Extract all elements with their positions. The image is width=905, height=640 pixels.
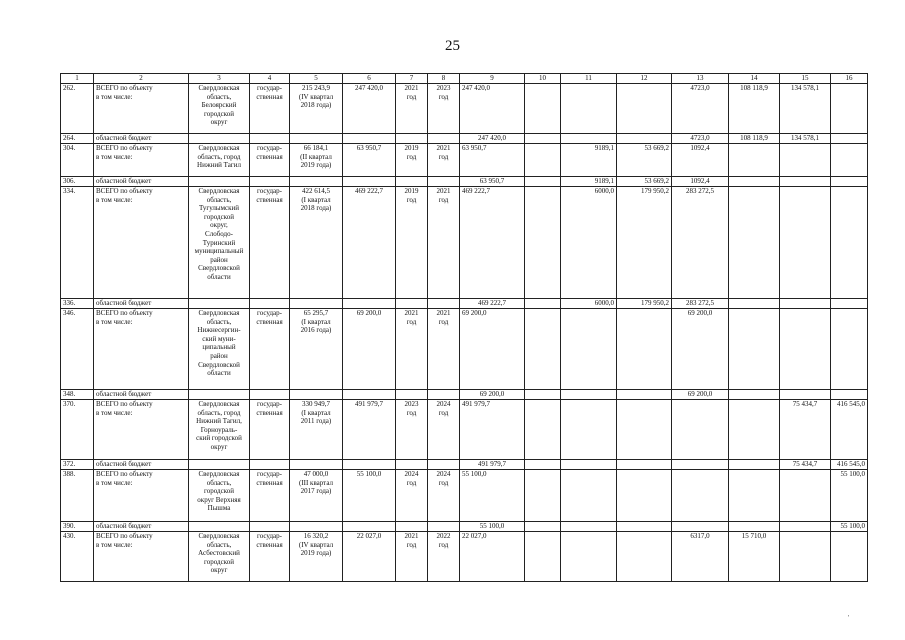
- table-cell: 1092,4: [672, 177, 729, 187]
- table-cell: областной бюджет: [94, 522, 189, 532]
- table-cell: [290, 299, 343, 309]
- column-number-cell: 13: [672, 74, 729, 84]
- table-cell: [831, 309, 868, 390]
- table-cell: [617, 522, 672, 532]
- table-cell: [290, 522, 343, 532]
- table-cell: 283 272,5: [672, 299, 729, 309]
- table-cell: 304.: [61, 144, 94, 177]
- table-cell: [561, 470, 617, 522]
- table-cell: [561, 84, 617, 134]
- table-cell: [729, 299, 780, 309]
- table-cell: [189, 522, 250, 532]
- table-cell: [780, 177, 831, 187]
- table-cell: 55 100,0: [460, 522, 525, 532]
- table-cell: 422 614,5 (I квартал 2018 года): [290, 187, 343, 299]
- table-cell: [525, 390, 561, 400]
- table-cell: [729, 470, 780, 522]
- table-cell: 390.: [61, 522, 94, 532]
- table-cell: 55 100,0: [831, 522, 868, 532]
- table-cell: [561, 134, 617, 144]
- object-total-row: [61, 187, 868, 299]
- table-cell: 69 200,0: [343, 309, 396, 390]
- table-cell: 469 222,7: [460, 187, 525, 299]
- table-cell: государ- ственная: [250, 309, 290, 390]
- table-cell: [189, 299, 250, 309]
- table-cell: [396, 134, 428, 144]
- table-cell: 63 950,7: [460, 144, 525, 177]
- table-cell: [780, 532, 831, 582]
- table-cell: [290, 177, 343, 187]
- table-cell: [525, 177, 561, 187]
- table-cell: [250, 134, 290, 144]
- table-cell: 75 434,7: [780, 460, 831, 470]
- table-cell: 247 420,0: [460, 84, 525, 134]
- table-cell: [343, 299, 396, 309]
- table-cell: 2024 год: [428, 400, 460, 460]
- object-total-row: [61, 309, 868, 390]
- table-cell: [290, 460, 343, 470]
- table-cell: [729, 390, 780, 400]
- table-cell: [343, 390, 396, 400]
- table-cell: 370.: [61, 400, 94, 460]
- table-cell: 15 710,0: [729, 532, 780, 582]
- table-cell: [780, 187, 831, 299]
- table-cell: 55 100,0: [831, 470, 868, 522]
- table-cell: [617, 309, 672, 390]
- table-cell: [189, 134, 250, 144]
- table-cell: государ- ственная: [250, 400, 290, 460]
- table-cell: [672, 522, 729, 532]
- table-cell: 2024 год: [396, 470, 428, 522]
- table-cell: [525, 470, 561, 522]
- table-cell: Свердловская область, Тугулымский городской округ, Слободо- Туринский муниципальный район Свердловской области: [189, 187, 250, 299]
- table-cell: [250, 177, 290, 187]
- table-cell: 336.: [61, 299, 94, 309]
- table-cell: государ- ственная: [250, 144, 290, 177]
- table-cell: ВСЕГО по объекту в том числе:: [94, 470, 189, 522]
- table-cell: [561, 522, 617, 532]
- table-cell: [672, 400, 729, 460]
- table-cell: 2023 год: [428, 84, 460, 134]
- table-cell: [831, 390, 868, 400]
- table-cell: [617, 390, 672, 400]
- table-cell: 388.: [61, 470, 94, 522]
- column-number-cell: 10: [525, 74, 561, 84]
- table-cell: [525, 299, 561, 309]
- table-cell: [561, 460, 617, 470]
- column-number-cell: 14: [729, 74, 780, 84]
- table-cell: 1092,4: [672, 144, 729, 177]
- table-cell: [617, 400, 672, 460]
- table-cell: [343, 522, 396, 532]
- table-cell: [250, 460, 290, 470]
- table-cell: 416 545,0: [831, 460, 868, 470]
- table-cell: [729, 144, 780, 177]
- table-cell: Свердловская область, город Нижний Тагил, Горноураль- ский городской округ: [189, 400, 250, 460]
- table-cell: [525, 134, 561, 144]
- table-cell: областной бюджет: [94, 390, 189, 400]
- table-cell: [250, 299, 290, 309]
- table-cell: [525, 400, 561, 460]
- table-cell: [561, 532, 617, 582]
- table-cell: государ- ственная: [250, 84, 290, 134]
- table-cell: областной бюджет: [94, 134, 189, 144]
- table-cell: [428, 390, 460, 400]
- table-cell: [428, 177, 460, 187]
- regional-budget-row: [61, 522, 868, 532]
- table-cell: государ- ственная: [250, 187, 290, 299]
- table-cell: 4723,0: [672, 84, 729, 134]
- table-cell: [525, 309, 561, 390]
- table-cell: Свердловская область, Асбестовский городской округ: [189, 532, 250, 582]
- object-total-row: [61, 84, 868, 134]
- table-cell: 179 950,2: [617, 187, 672, 299]
- table-cell: 9189,1: [561, 144, 617, 177]
- investment-table: [60, 73, 868, 582]
- table-cell: 2019 год: [396, 144, 428, 177]
- table-cell: [617, 460, 672, 470]
- page-number: 25: [445, 38, 460, 54]
- table-cell: [780, 470, 831, 522]
- table-cell: [343, 177, 396, 187]
- table-cell: [617, 470, 672, 522]
- object-total-row: [61, 144, 868, 177]
- table-cell: 262.: [61, 84, 94, 134]
- table-cell: [617, 532, 672, 582]
- table-cell: государ- ственная: [250, 532, 290, 582]
- regional-budget-row: [61, 299, 868, 309]
- table-cell: [729, 177, 780, 187]
- table-cell: 491 979,7: [460, 400, 525, 460]
- table-cell: областной бюджет: [94, 460, 189, 470]
- table-cell: [189, 177, 250, 187]
- table-cell: [343, 134, 396, 144]
- stray-mark: ': [848, 614, 850, 622]
- table-cell: [831, 134, 868, 144]
- table-cell: 430.: [61, 532, 94, 582]
- regional-budget-row: [61, 177, 868, 187]
- table-cell: [290, 390, 343, 400]
- table-cell: 348.: [61, 390, 94, 400]
- table-cell: [831, 532, 868, 582]
- object-total-row: [61, 470, 868, 522]
- table-cell: 65 295,7 (I квартал 2016 года): [290, 309, 343, 390]
- table-cell: Свердловская область, Нижнесергин- ский муни- ципальный район Свердловской области: [189, 309, 250, 390]
- table-cell: 179 950,2: [617, 299, 672, 309]
- table-cell: [525, 522, 561, 532]
- table-cell: [525, 144, 561, 177]
- table-cell: [780, 390, 831, 400]
- table-cell: [189, 460, 250, 470]
- column-number-cell: 8: [428, 74, 460, 84]
- table-cell: 69 200,0: [672, 309, 729, 390]
- table-cell: 134 578,1: [780, 84, 831, 134]
- table-cell: [831, 84, 868, 134]
- table-cell: [617, 84, 672, 134]
- table-cell: 2022 год: [428, 532, 460, 582]
- table-cell: 306.: [61, 177, 94, 187]
- table-cell: 330 949,7 (I квартал 2011 года): [290, 400, 343, 460]
- table-cell: 9189,1: [561, 177, 617, 187]
- table-cell: государ- ственная: [250, 470, 290, 522]
- column-number-cell: 16: [831, 74, 868, 84]
- column-number-cell: 6: [343, 74, 396, 84]
- table-cell: [561, 390, 617, 400]
- table-cell: 2021 год: [428, 144, 460, 177]
- table-cell: [729, 400, 780, 460]
- table-cell: [250, 390, 290, 400]
- table-cell: 22 027,0: [460, 532, 525, 582]
- regional-budget-row: [61, 134, 868, 144]
- column-number-cell: 2: [94, 74, 189, 84]
- table-cell: 469 222,7: [343, 187, 396, 299]
- table-cell: [343, 460, 396, 470]
- column-number-cell: 7: [396, 74, 428, 84]
- table-cell: [729, 522, 780, 532]
- table-cell: 6317,0: [672, 532, 729, 582]
- table-cell: [831, 187, 868, 299]
- column-number-cell: 15: [780, 74, 831, 84]
- table-cell: 63 950,7: [343, 144, 396, 177]
- table-cell: [525, 187, 561, 299]
- table-cell: [525, 460, 561, 470]
- table-cell: 53 669,2: [617, 144, 672, 177]
- table-cell: Свердловская область, Белоярский городской округ: [189, 84, 250, 134]
- table-cell: [561, 309, 617, 390]
- table-cell: 6000,0: [561, 299, 617, 309]
- table-cell: [780, 299, 831, 309]
- table-cell: 22 027,0: [343, 532, 396, 582]
- table-cell: 69 200,0: [672, 390, 729, 400]
- table-cell: 334.: [61, 187, 94, 299]
- table-cell: 264.: [61, 134, 94, 144]
- table-cell: [617, 134, 672, 144]
- table-cell: [428, 522, 460, 532]
- table-cell: [428, 299, 460, 309]
- table-cell: ВСЕГО по объекту в том числе:: [94, 84, 189, 134]
- table-cell: 55 100,0: [460, 470, 525, 522]
- table-cell: 247 420,0: [460, 134, 525, 144]
- table-cell: областной бюджет: [94, 177, 189, 187]
- table-cell: [189, 390, 250, 400]
- table-cell: 69 200,0: [460, 309, 525, 390]
- table-cell: [525, 532, 561, 582]
- table-cell: Свердловская область, городской округ Верхняя Пышма: [189, 470, 250, 522]
- table-cell: [396, 460, 428, 470]
- column-number-cell: 9: [460, 74, 525, 84]
- column-number-cell: 3: [189, 74, 250, 84]
- table-cell: [396, 299, 428, 309]
- table-cell: 69 200,0: [460, 390, 525, 400]
- table-cell: ВСЕГО по объекту в том числе:: [94, 400, 189, 460]
- column-number-cell: 4: [250, 74, 290, 84]
- table-cell: 66 184,1 (II квартал 2019 года): [290, 144, 343, 177]
- regional-budget-row: [61, 460, 868, 470]
- table-cell: ВСЕГО по объекту в том числе:: [94, 144, 189, 177]
- object-total-row: [61, 532, 868, 582]
- table-cell: [831, 177, 868, 187]
- table-cell: 108 118,9: [729, 84, 780, 134]
- table-cell: 2021 год: [396, 84, 428, 134]
- table-cell: областной бюджет: [94, 299, 189, 309]
- regional-budget-row: [61, 390, 868, 400]
- table-cell: [428, 460, 460, 470]
- table-cell: 2021 год: [428, 187, 460, 299]
- table-cell: 75 434,7: [780, 400, 831, 460]
- table-cell: [290, 134, 343, 144]
- column-number-cell: 1: [61, 74, 94, 84]
- table-cell: [729, 187, 780, 299]
- table-cell: [672, 470, 729, 522]
- table-cell: 4723,0: [672, 134, 729, 144]
- table-cell: [729, 309, 780, 390]
- table-cell: 346.: [61, 309, 94, 390]
- table-cell: ВСЕГО по объекту в том числе:: [94, 532, 189, 582]
- table-cell: 108 118,9: [729, 134, 780, 144]
- column-number-cell: 12: [617, 74, 672, 84]
- table-cell: [780, 522, 831, 532]
- table-cell: 2021 год: [396, 309, 428, 390]
- table-cell: 2023 год: [396, 400, 428, 460]
- table-cell: [831, 144, 868, 177]
- table-cell: 372.: [61, 460, 94, 470]
- table-cell: 6000,0: [561, 187, 617, 299]
- table-cell: [780, 309, 831, 390]
- table-cell: [396, 177, 428, 187]
- table-cell: ВСЕГО по объекту в том числе:: [94, 187, 189, 299]
- table-cell: 416 545,0: [831, 400, 868, 460]
- table-cell: 2021 год: [396, 532, 428, 582]
- table-cell: 283 272,5: [672, 187, 729, 299]
- table-cell: [396, 390, 428, 400]
- table-cell: 491 979,7: [343, 400, 396, 460]
- table-cell: 247 420,0: [343, 84, 396, 134]
- table-cell: 469 222,7: [460, 299, 525, 309]
- table-cell: [250, 522, 290, 532]
- column-number-cell: 11: [561, 74, 617, 84]
- table-cell: [525, 84, 561, 134]
- table-cell: [672, 460, 729, 470]
- table-cell: [729, 460, 780, 470]
- table-cell: [561, 400, 617, 460]
- table-cell: [780, 144, 831, 177]
- table-cell: 2024 год: [428, 470, 460, 522]
- table-cell: 55 100,0: [343, 470, 396, 522]
- table-cell: [428, 134, 460, 144]
- table-cell: 491 979,7: [460, 460, 525, 470]
- table-cell: [831, 299, 868, 309]
- table-cell: [396, 522, 428, 532]
- table-cell: 47 000,0 (III квартал 2017 года): [290, 470, 343, 522]
- table-cell: ВСЕГО по объекту в том числе:: [94, 309, 189, 390]
- table-cell: 134 578,1: [780, 134, 831, 144]
- table-cell: 16 320,2 (IV квартал 2019 года): [290, 532, 343, 582]
- object-total-row: [61, 400, 868, 460]
- column-number-cell: 5: [290, 74, 343, 84]
- table-cell: Свердловская область, город Нижний Тагил: [189, 144, 250, 177]
- table-cell: 2019 год: [396, 187, 428, 299]
- column-number-row: [61, 74, 868, 84]
- table-cell: 63 950,7: [460, 177, 525, 187]
- table-cell: 215 243,9 (IV квартал 2018 года): [290, 84, 343, 134]
- table-cell: 53 669,2: [617, 177, 672, 187]
- table-cell: 2021 год: [428, 309, 460, 390]
